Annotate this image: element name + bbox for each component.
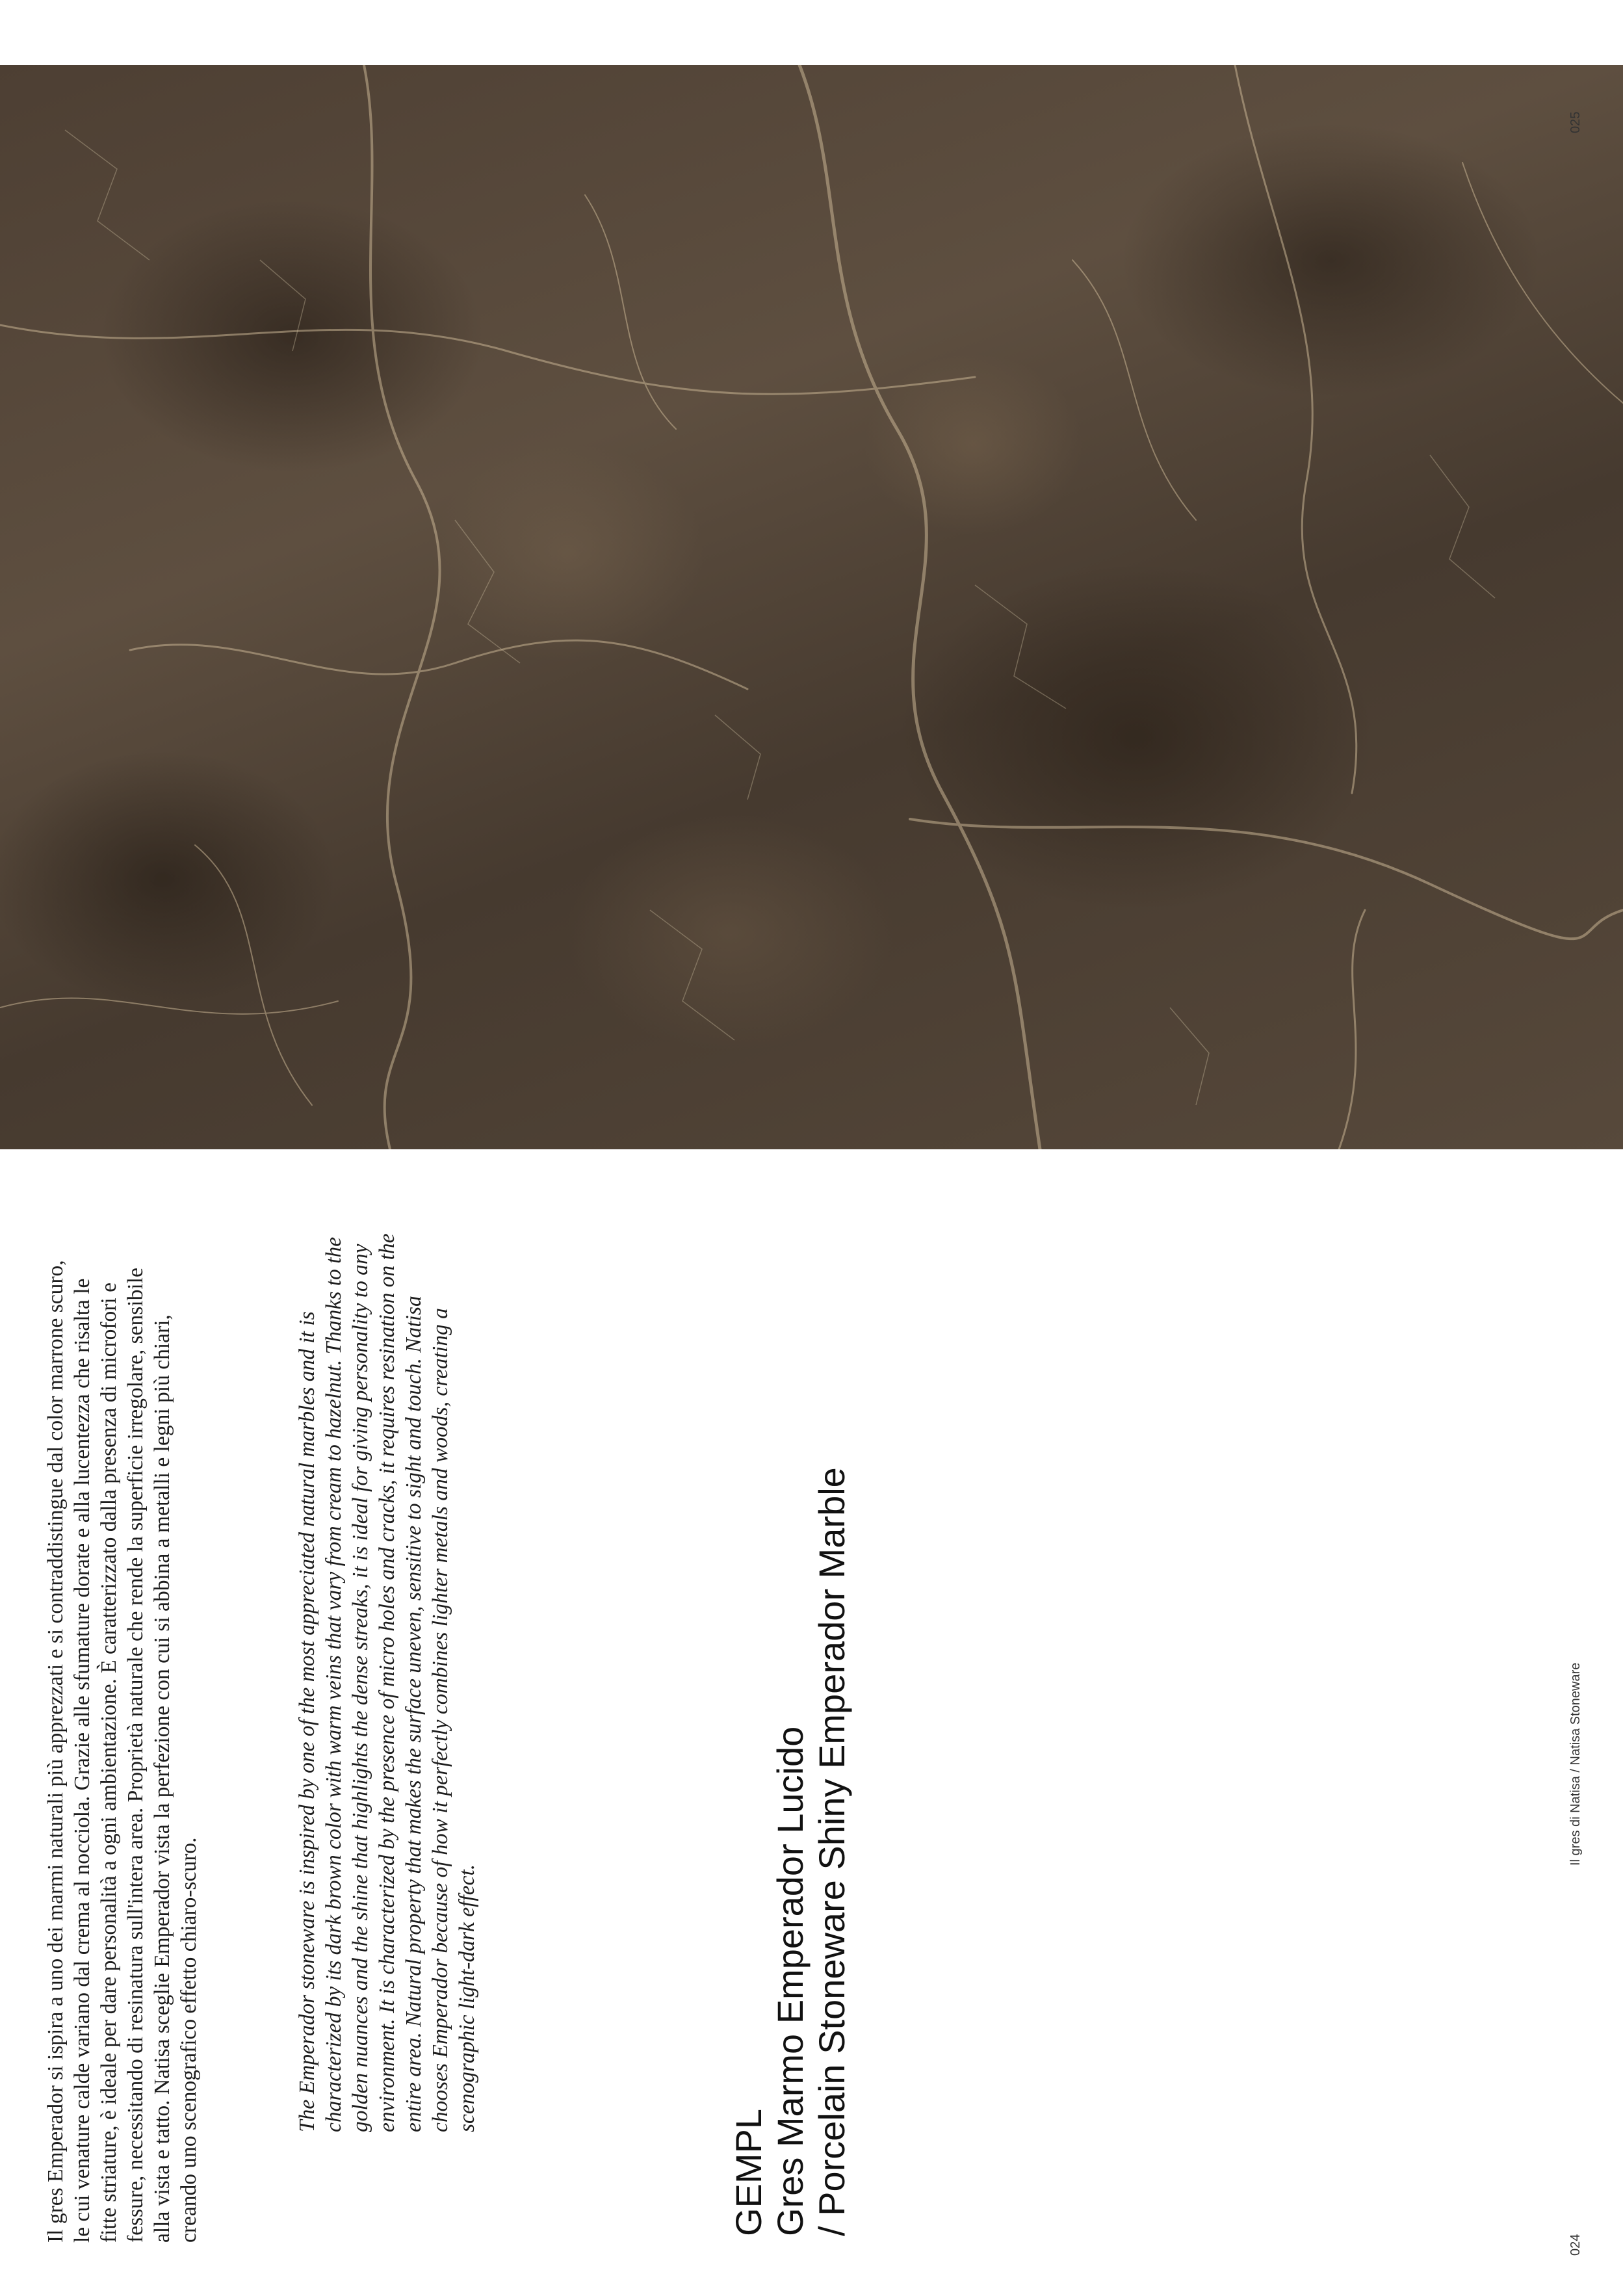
page-number-right: 025 [1568,111,1583,133]
page-number-left: 024 [1568,2234,1583,2256]
body-text-english: The Emperador stoneware is inspired by one of the most appreciated natural marbles and it is characterized by its dark brown color with warm veins that vary from cream to hazelnut. Thanks to the golden nuances and the shine that highlights the dense streaks, it is ideal for giving personality to any environment. It is characterized by the presence of micro holes and cracks, it requires resination on the entire area. Natural property that makes the surface uneven, sensitive to sight and touch. Natisa chooses Emperador because of how it perfectly combines lighter metals and woods, creating a scenographic light-dark effect. [295,1233,479,2132]
product-code: GEMPL [728,2108,769,2236]
product-name-english: / Porcelain Stoneware Shiny Emperador Marble [811,1467,852,2236]
marble-veins [0,65,1623,1149]
marble-photo [0,65,1623,1149]
product-title-block [728,1467,853,2236]
running-title: Il gres di Natisa / Natisa Stoneware [1568,1662,1583,1866]
product-name-italian: Gres Marmo Emperador Lucido [770,1726,811,2236]
body-text-italian: Il gres Emperador si ispira a uno dei marmi naturali più apprezzati e si contraddistingue dal color marrone scuro, le cui venature calde variano dal crema al nocciola. Grazie alle sfumature dorate e alla lucentezza che risalta le fitte striature, è ideale per dare personalità a ogni ambientazione. È caratterizzato dalla presenza di microfori e fessure, necessitando di resinatura sull'intera area. Proprietà naturale che rende la superficie irregolare, sensibile alla vista e tatto. Natisa sceglie Emperador vista la perfezione con cui si abbina a metalli e legni più chiari, creando uno scenografico effetto chiaro-scuro. [44,1260,201,2243]
